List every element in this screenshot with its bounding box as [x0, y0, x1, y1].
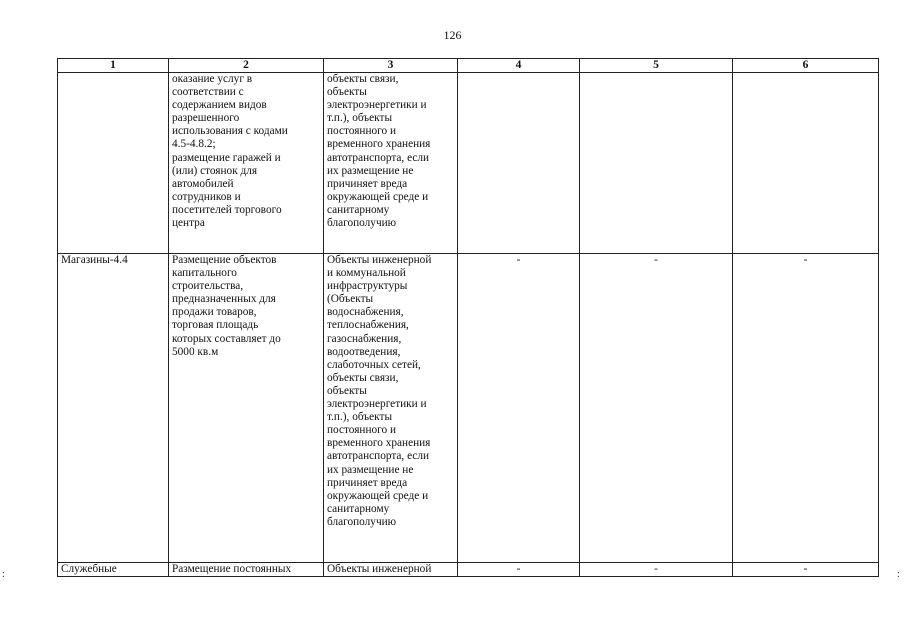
parameter-cell-5: -	[580, 563, 733, 577]
auxiliary-objects-cell: объекты связи, объекты электроэнергетики и т.п.), объекты постоянного и временного хранения автотранспорта, если их размещение не причиняет вреда окружающей среде и санитарному благополучию	[324, 73, 458, 254]
zoning-table	[57, 58, 879, 577]
header-cell-1: 1	[58, 59, 169, 73]
auxiliary-objects-cell: Объекты инженерной	[324, 563, 458, 577]
parameter-cell-5	[580, 73, 733, 254]
left-margin-mark: :	[2, 569, 5, 580]
parameter-cell-6: -	[733, 563, 879, 577]
right-margin-mark: :	[897, 569, 900, 580]
land-use-type-cell: Служебные	[58, 563, 169, 577]
table-row	[58, 254, 879, 563]
parameter-cell-5: -	[580, 254, 733, 563]
table-row	[58, 563, 879, 577]
land-use-type-cell	[58, 73, 169, 254]
table-row	[58, 73, 879, 254]
parameter-cell-6	[733, 73, 879, 254]
land-use-type-cell: Магазины-4.4	[58, 254, 169, 563]
table-header-row	[58, 59, 879, 73]
header-cell-3: 3	[324, 59, 458, 73]
description-cell: Размещение постоянных	[169, 563, 324, 577]
header-cell-4: 4	[458, 59, 580, 73]
parameter-cell-6: -	[733, 254, 879, 563]
description-cell: оказание услуг в соответствии с содержанием видов разрешенного использования с кодами 4.5-4.8.2; размещение гаражей и (или) стоянок для автомобилей сотрудников и посетителей торгового центра	[169, 73, 324, 254]
header-cell-2: 2	[169, 59, 324, 73]
header-cell-6: 6	[733, 59, 879, 73]
parameter-cell-4: -	[458, 563, 580, 577]
page-number: 126	[443, 28, 462, 42]
header-cell-5: 5	[580, 59, 733, 73]
description-cell: Размещение объектов капитального строительства, предназначенных для продажи товаров, торговая площадь которых составляет до 5000 кв.м	[169, 254, 324, 563]
parameter-cell-4: -	[458, 254, 580, 563]
auxiliary-objects-cell: Объекты инженерной и коммунальной инфраструктуры (Объекты водоснабжения, теплоснабжения, газоснабжения, водоотведения, слаботочных сетей, объекты связи, объекты электроэнергетики и т.п.), объекты постоянного и временного хранения автотранспорта, если их размещение не причиняет вреда окружающей среде и санитарному благополучию	[324, 254, 458, 563]
parameter-cell-4	[458, 73, 580, 254]
